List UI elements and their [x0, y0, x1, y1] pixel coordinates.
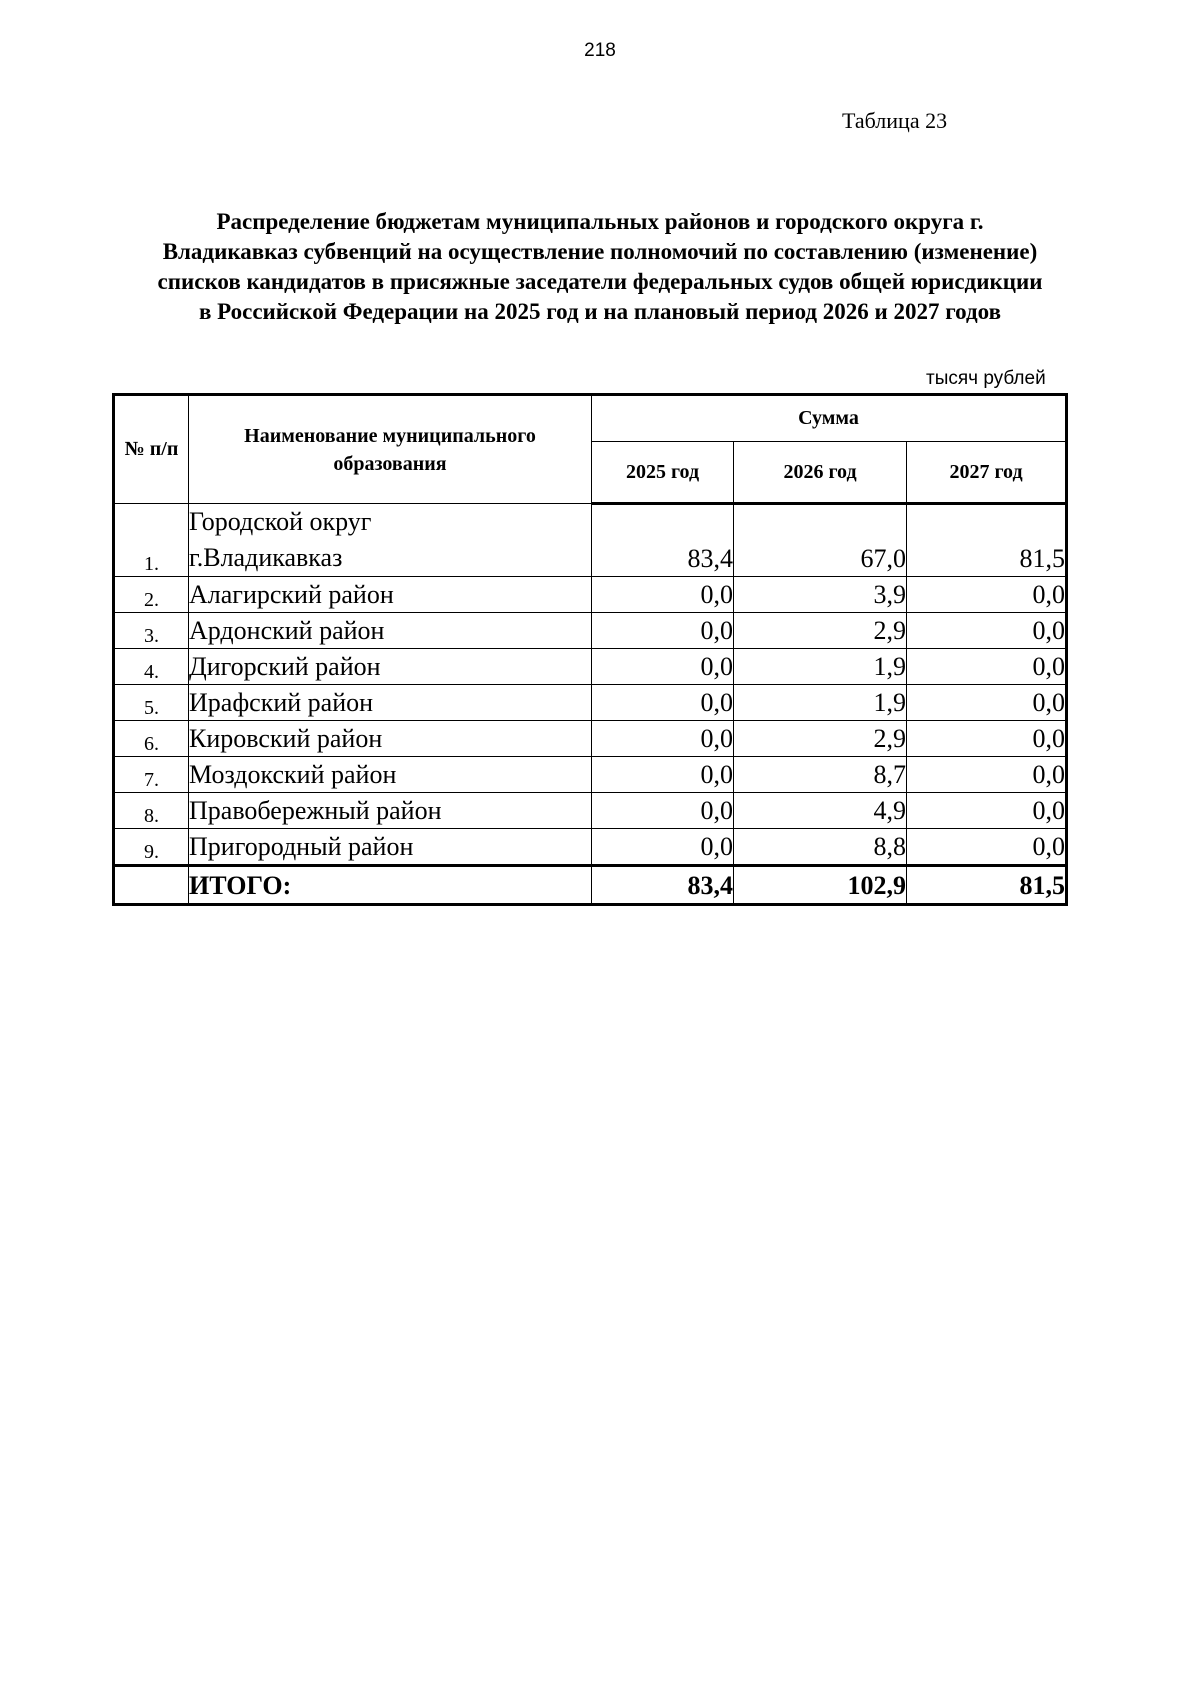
value-2025: 83,4: [592, 504, 734, 577]
value-2026: 2,9: [734, 613, 907, 649]
value-2026: 8,7: [734, 757, 907, 793]
municipality-name: [189, 504, 592, 577]
header-year-2025: 2025 год: [592, 442, 734, 504]
value-2027: 0,0: [907, 613, 1067, 649]
row-number: 1.: [114, 504, 189, 577]
municipality-name: Кировский район: [189, 721, 592, 757]
table-row: [114, 504, 1067, 577]
table-row: [114, 613, 1067, 649]
name-line: Городской округ: [189, 507, 372, 536]
value-2027: 0,0: [907, 577, 1067, 613]
value-2026: 4,9: [734, 793, 907, 829]
municipality-name: Дигорский район: [189, 649, 592, 685]
value-2026: 1,9: [734, 685, 907, 721]
title-line: в Российской Федерации на 2025 год и на плановый период 2026 и 2027 годов: [198, 299, 1001, 324]
row-number: 2.: [114, 577, 189, 613]
row-number: 9.: [114, 829, 189, 866]
units-label: тысяч рублей: [926, 368, 1046, 389]
value-2025: 0,0: [592, 721, 734, 757]
total-2026: 102,9: [734, 866, 907, 905]
value-2025: 0,0: [592, 793, 734, 829]
value-2026: 8,8: [734, 829, 907, 866]
table-row: [114, 757, 1067, 793]
value-2025: 0,0: [592, 613, 734, 649]
total-2027: 81,5: [907, 866, 1067, 905]
row-number: 6.: [114, 721, 189, 757]
row-number: 4.: [114, 649, 189, 685]
value-2027: 0,0: [907, 721, 1067, 757]
table-row: [114, 649, 1067, 685]
value-2025: 0,0: [592, 577, 734, 613]
value-2025: 0,0: [592, 829, 734, 866]
header-num: № п/п: [114, 395, 189, 504]
header-year-2027: 2027 год: [907, 442, 1067, 504]
value-2027: 81,5: [907, 504, 1067, 577]
value-2026: 3,9: [734, 577, 907, 613]
value-2025: 0,0: [592, 649, 734, 685]
municipality-name: Моздокский район: [189, 757, 592, 793]
total-label: ИТОГО:: [189, 866, 592, 905]
header-sum: Сумма: [592, 395, 1067, 442]
row-number: 3.: [114, 613, 189, 649]
municipality-name: Алагирский район: [189, 577, 592, 613]
header-year-2026: 2026 год: [734, 442, 907, 504]
value-2026: 2,9: [734, 721, 907, 757]
value-2026: 1,9: [734, 649, 907, 685]
total-row: [114, 866, 1067, 905]
header-name: Наименование муниципального образования: [189, 395, 592, 504]
total-2025: 83,4: [592, 866, 734, 905]
table-label: Таблица 23: [842, 108, 948, 133]
value-2025: 0,0: [592, 757, 734, 793]
total-num-cell: [114, 866, 189, 905]
municipality-name: Ирафский район: [189, 685, 592, 721]
municipality-name: Правобережный район: [189, 793, 592, 829]
row-number: 5.: [114, 685, 189, 721]
title-line: списков кандидатов в присяжные заседатели федеральных судов общей юрисдикции: [157, 269, 1043, 294]
row-number: 8.: [114, 793, 189, 829]
document-title: [100, 207, 1100, 327]
value-2027: 0,0: [907, 649, 1067, 685]
page-number: 218: [584, 40, 616, 61]
table-row: [114, 577, 1067, 613]
value-2027: 0,0: [907, 829, 1067, 866]
table-row: [114, 721, 1067, 757]
title-line: Распределение бюджетам муниципальных районов и городского округа г.: [216, 209, 984, 234]
value-2027: 0,0: [907, 757, 1067, 793]
value-2027: 0,0: [907, 793, 1067, 829]
table-row: [114, 793, 1067, 829]
value-2026: 67,0: [734, 504, 907, 577]
municipality-name: Пригородный район: [189, 829, 592, 866]
subvention-table: [112, 393, 1068, 906]
table-row: [114, 685, 1067, 721]
row-number: 7.: [114, 757, 189, 793]
table-row: [114, 829, 1067, 866]
value-2027: 0,0: [907, 685, 1067, 721]
municipality-name: Ардонский район: [189, 613, 592, 649]
name-line: г.Владикавказ: [189, 543, 343, 572]
table-body: [114, 504, 1067, 905]
value-2025: 0,0: [592, 685, 734, 721]
title-line: Владикавказ субвенций на осуществление полномочий по составлению (изменение): [162, 239, 1038, 264]
